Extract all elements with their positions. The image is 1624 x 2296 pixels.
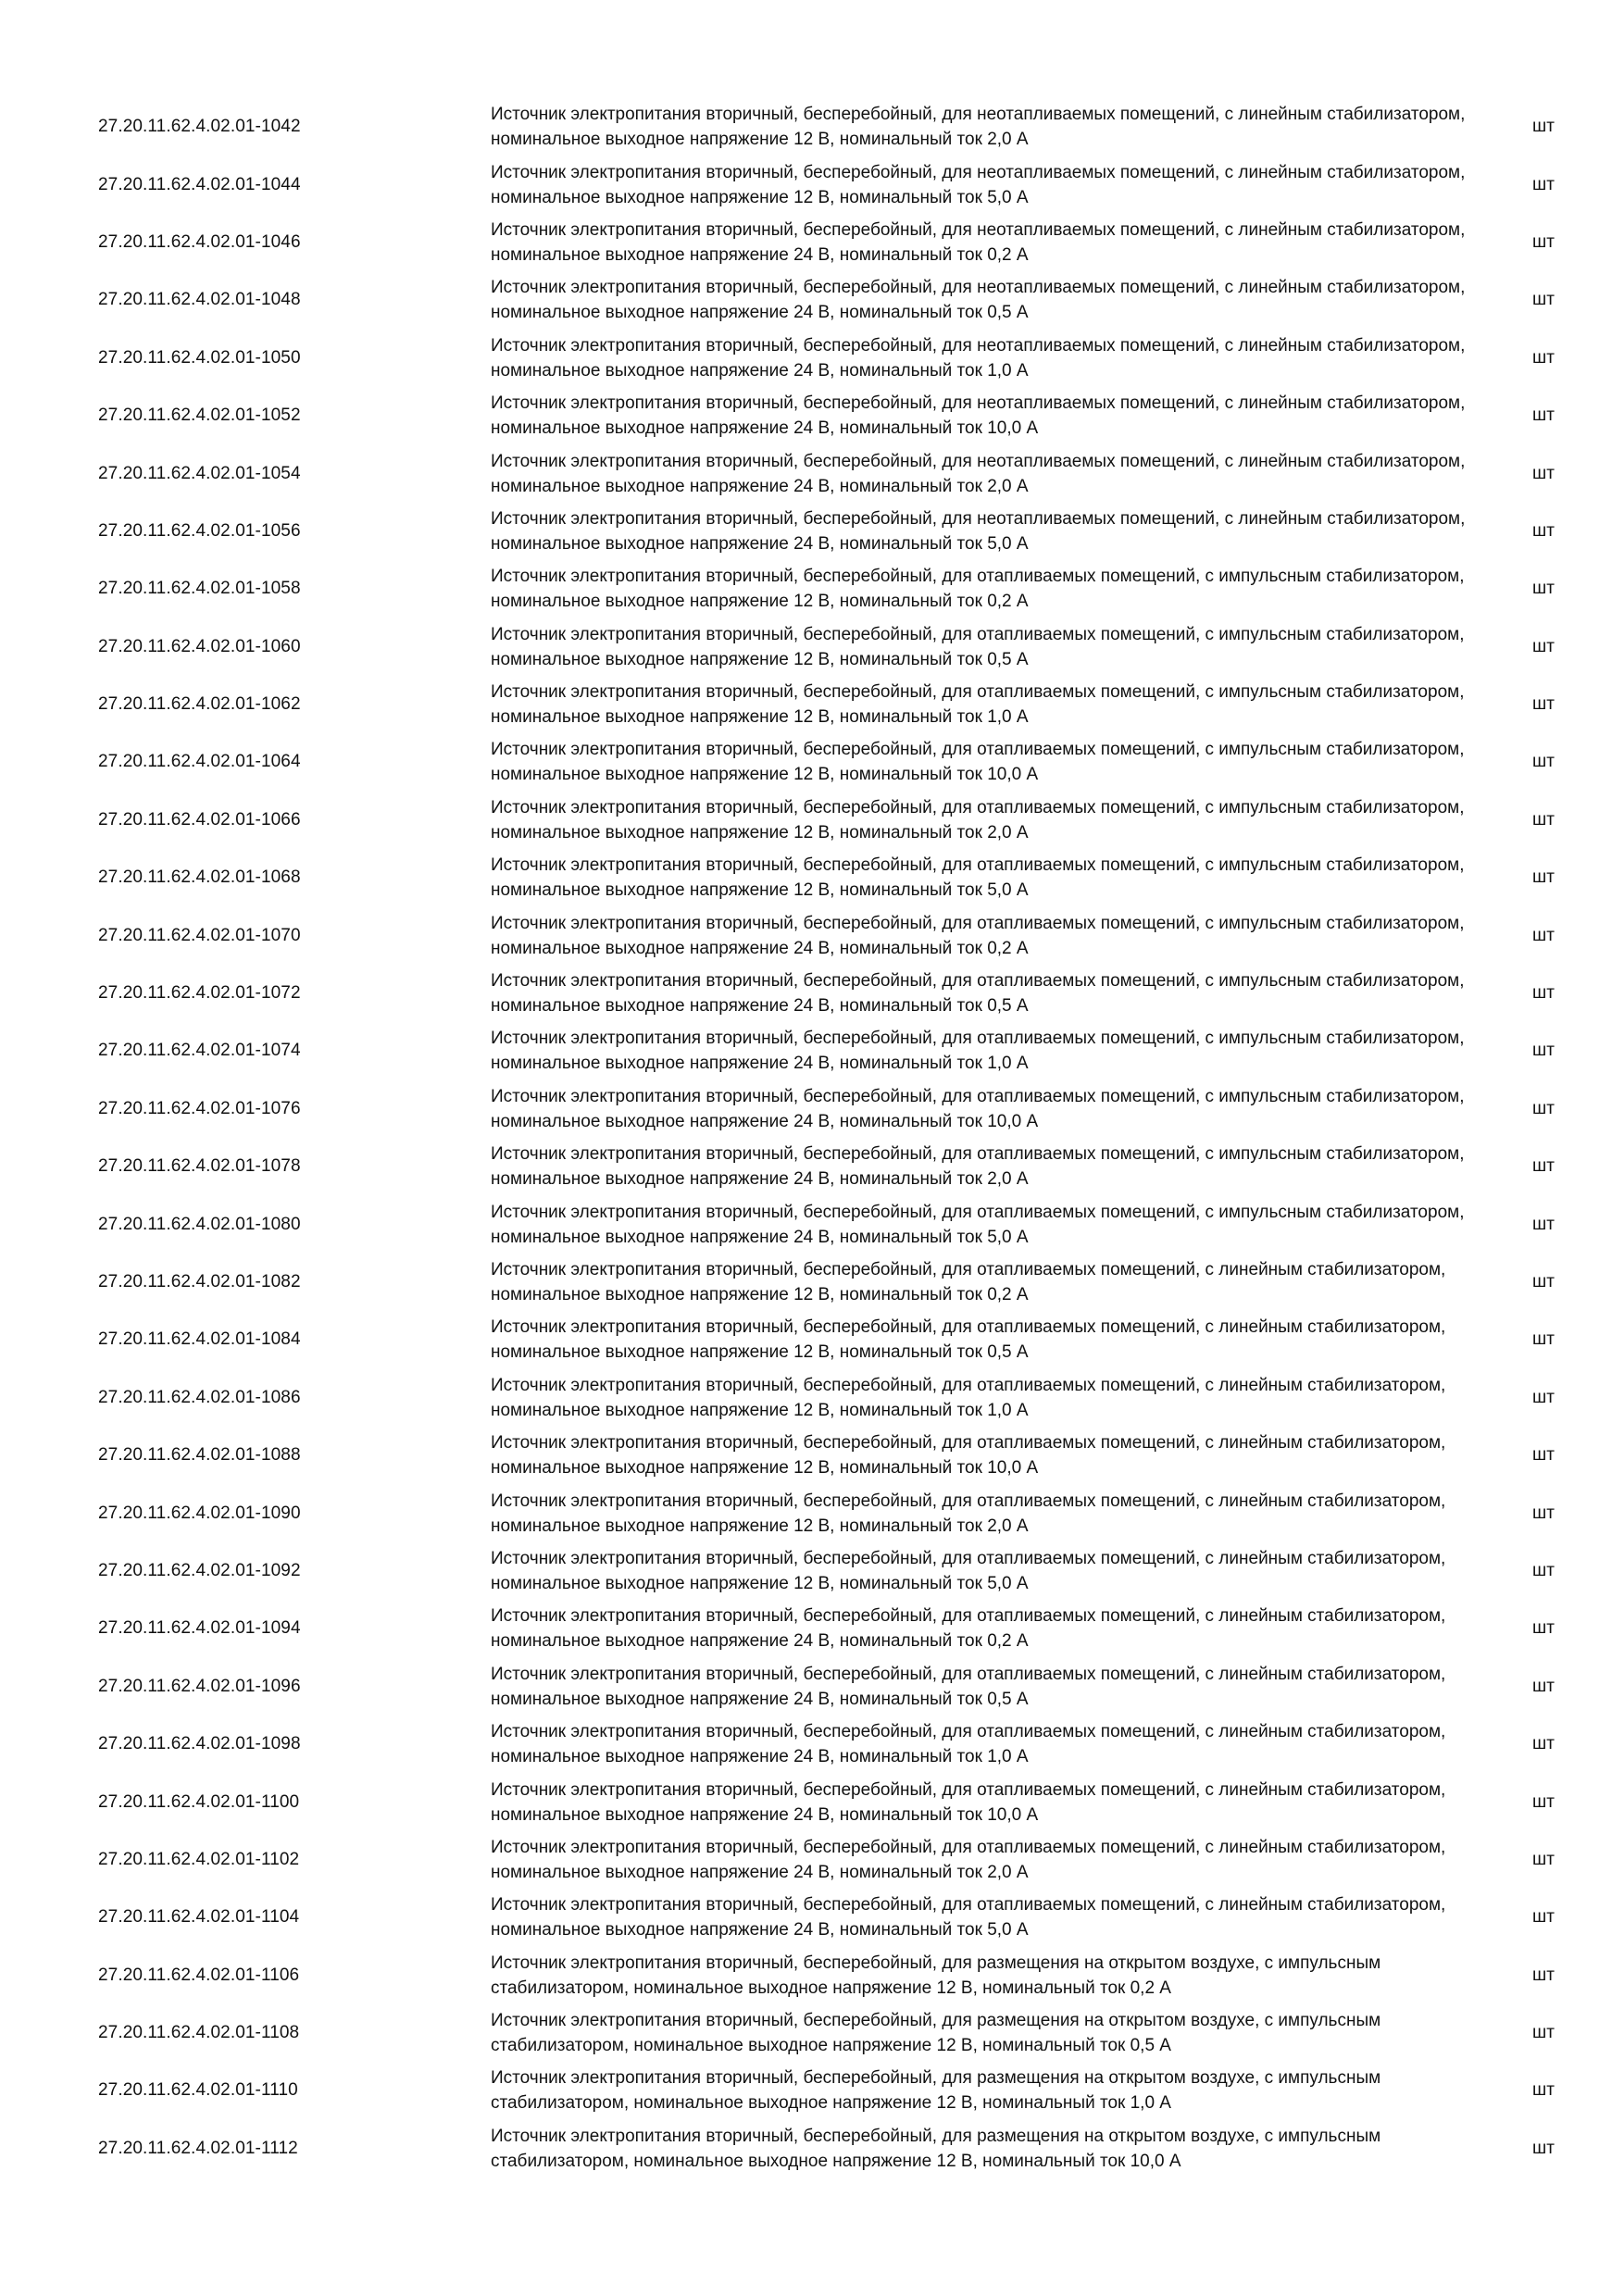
item-code: 27.20.11.62.4.02.01-1100 [98,1791,300,1812]
item-description: Источник электропитания вторичный, бесперебойный, для отапливаемых помещений, с импульсным стабилизатором, номинальное выходное напряжение 12 В, номинальный ток 2,0 А [491,797,1465,842]
item-unit: шт [1532,1734,1555,1754]
item-unit: шт [1532,867,1555,888]
item-code: 27.20.11.62.4.02.01-1070 [98,925,301,945]
item-unit: шт [1532,1445,1555,1466]
item-description: Источник электропитания вторичный, бесперебойный, для отапливаемых помещений, с линейным стабилизатором, номинальное выходное напряжение 24 В, номинальный ток 10,0 А [491,1779,1446,1825]
item-unit: шт [1532,347,1555,368]
item-description: Источник электропитания вторичный, бесперебойный, для неотапливаемых помещений, с линейным стабилизатором, номинальное выходное напряжение 24 В, номинальный ток 10,0 А [491,393,1466,439]
item-code: 27.20.11.62.4.02.01-1062 [98,694,301,715]
item-description: Источник электропитания вторичный, бесперебойный, для отапливаемых помещений, с линейным стабилизатором, номинальное выходное напряжение 12 В, номинальный ток 0,2 А [491,1260,1446,1304]
item-description: Источник электропитания вторичный, бесперебойный, для отапливаемых помещений, с импульсным стабилизатором, номинальное выходное напряжение 24 В, номинальный ток 10,0 А [491,1086,1465,1131]
resource-table [0,98,1624,2177]
item-code: 27.20.11.62.4.02.01-1102 [98,1849,300,1869]
item-unit: шт [1532,2023,1555,2043]
item-unit: шт [1532,1329,1555,1350]
item-unit: шт [1532,1272,1555,1292]
item-code: 27.20.11.62.4.02.01-1098 [98,1734,301,1754]
table-row [0,1022,1624,1079]
item-code: 27.20.11.62.4.02.01-1042 [98,117,301,137]
table-row [0,733,1624,791]
table-row [0,1311,1624,1368]
item-code: 27.20.11.62.4.02.01-1068 [98,867,301,888]
item-unit: шт [1532,406,1555,426]
item-description: Источник электропитания вторичный, бесперебойный, для отапливаемых помещений, с линейным стабилизатором, номинальное выходное напряжение 24 В, номинальный ток 5,0 А [491,1895,1446,1940]
item-code: 27.20.11.62.4.02.01-1088 [98,1445,301,1466]
table-row [0,1831,1624,1889]
item-code: 27.20.11.62.4.02.01-1048 [98,290,301,310]
table-row [0,1138,1624,1195]
item-code: 27.20.11.62.4.02.01-1050 [98,347,301,368]
item-unit: шт [1532,2080,1555,2101]
item-description: Источник электропитания вторичный, бесперебойный, для отапливаемых помещений, с линейным стабилизатором, номинальное выходное напряжение 12 В, номинальный ток 2,0 А [491,1491,1446,1536]
item-unit: шт [1532,2138,1555,2158]
item-code: 27.20.11.62.4.02.01-1086 [98,1387,301,1407]
table-row [0,965,1624,1022]
item-code: 27.20.11.62.4.02.01-1056 [98,520,301,541]
item-code: 27.20.11.62.4.02.01-1080 [98,1214,301,1234]
item-description: Источник электропитания вторичный, бесперебойный, для отапливаемых помещений, с импульсным стабилизатором, номинальное выходное напряжение 24 В, номинальный ток 0,2 А [491,913,1465,958]
item-description: Источник электропитания вторичный, бесперебойный, для неотапливаемых помещений, с линейным стабилизатором, номинальное выходное напряжение 24 В, номинальный ток 5,0 А [491,508,1466,554]
table-row [0,1080,1624,1138]
item-description: Источник электропитания вторичный, бесперебойный, для неотапливаемых помещений, с линейным стабилизатором, номинальное выходное напряжение 24 В, номинальный ток 1,0 А [491,335,1466,381]
table-row [0,2004,1624,2062]
item-unit: шт [1532,1156,1555,1177]
item-unit: шт [1532,1907,1555,1928]
item-description: Источник электропитания вторичный, бесперебойный, для размещения на открытом воздухе, с импульсным стабилизатором, номинальное выходное напряжение 12 В, номинальный ток 10,0 А [491,2126,1381,2171]
table-row [0,1716,1624,1773]
table-row [0,156,1624,213]
item-code: 27.20.11.62.4.02.01-1084 [98,1329,301,1350]
table-row [0,330,1624,387]
item-unit: шт [1532,117,1555,137]
table-row [0,1427,1624,1484]
table-row [0,387,1624,444]
item-unit: шт [1532,231,1555,252]
item-description: Источник электропитания вторичный, бесперебойный, для отапливаемых помещений, с импульсным стабилизатором, номинальное выходное напряжение 12 В, номинальный ток 5,0 А [491,855,1465,901]
item-unit: шт [1532,983,1555,1004]
table-row [0,1658,1624,1716]
table-row [0,849,1624,906]
item-description: Источник электропитания вторичный, бесперебойный, для неотапливаемых помещений, с линейным стабилизатором, номинальное выходное напряжение 12 В, номинальный ток 2,0 А [491,105,1466,150]
table-row [0,1369,1624,1427]
item-description: Источник электропитания вторичный, бесперебойный, для отапливаемых помещений, с импульсным стабилизатором, номинальное выходное напряжение 12 В, номинальный ток 0,2 А [491,567,1465,612]
item-unit: шт [1532,1965,1555,1985]
item-code: 27.20.11.62.4.02.01-1074 [98,1041,301,1061]
table-row [0,1195,1624,1253]
item-code: 27.20.11.62.4.02.01-1092 [98,1560,301,1580]
table-row [0,1947,1624,2004]
table-row [0,2062,1624,2119]
item-description: Источник электропитания вторичный, бесперебойный, для отапливаемых помещений, с импульсным стабилизатором, номинальное выходное напряжение 24 В, номинальный ток 0,5 А [491,971,1465,1017]
item-unit: шт [1532,1676,1555,1696]
item-description: Источник электропитания вторичный, бесперебойный, для отапливаемых помещений, с линейным стабилизатором, номинальное выходное напряжение 24 В, номинальный ток 2,0 А [491,1837,1446,1882]
item-code: 27.20.11.62.4.02.01-1078 [98,1156,301,1177]
item-code: 27.20.11.62.4.02.01-1112 [98,2138,298,2158]
table-row [0,1600,1624,1657]
item-code: 27.20.11.62.4.02.01-1060 [98,636,301,656]
item-description: Источник электропитания вторичный, бесперебойный, для отапливаемых помещений, с линейным стабилизатором, номинальное выходное напряжение 12 В, номинальный ток 5,0 А [491,1548,1446,1593]
item-code: 27.20.11.62.4.02.01-1108 [98,2023,300,2043]
table-row [0,98,1624,156]
table-row [0,676,1624,733]
item-description: Источник электропитания вторичный, бесперебойный, для неотапливаемых помещений, с линейным стабилизатором, номинальное выходное напряжение 24 В, номинальный ток 0,5 А [491,278,1466,323]
item-description: Источник электропитания вторичный, бесперебойный, для отапливаемых помещений, с линейным стабилизатором, номинальное выходное напряжение 12 В, номинальный ток 1,0 А [491,1375,1446,1420]
item-code: 27.20.11.62.4.02.01-1044 [98,174,301,194]
table-row [0,444,1624,502]
item-unit: шт [1532,636,1555,656]
item-unit: шт [1532,1041,1555,1061]
table-row [0,560,1624,618]
item-code: 27.20.11.62.4.02.01-1072 [98,983,301,1004]
item-code: 27.20.11.62.4.02.01-1094 [98,1618,301,1639]
item-description: Источник электропитания вторичный, бесперебойный, для отапливаемых помещений, с импульсным стабилизатором, номинальное выходное напряжение 24 В, номинальный ток 1,0 А [491,1029,1465,1074]
item-description: Источник электропитания вторичный, бесперебойный, для размещения на открытом воздухе, с импульсным стабилизатором, номинальное выходное напряжение 12 В, номинальный ток 0,5 А [491,2011,1381,2056]
item-description: Источник электропитания вторичный, бесперебойный, для неотапливаемых помещений, с линейным стабилизатором, номинальное выходное напряжение 12 В, номинальный ток 5,0 А [491,162,1466,207]
item-unit: шт [1532,925,1555,945]
table-row [0,503,1624,560]
item-unit: шт [1532,579,1555,599]
item-code: 27.20.11.62.4.02.01-1066 [98,809,301,830]
item-description: Источник электропитания вторичный, бесперебойный, для отапливаемых помещений, с импульсным стабилизатором, номинальное выходное напряжение 12 В, номинальный ток 1,0 А [491,682,1465,728]
table-row [0,1773,1624,1830]
item-description: Источник электропитания вторичный, бесперебойный, для отапливаемых помещений, с линейным стабилизатором, номинальное выходное напряжение 12 В, номинальный ток 0,5 А [491,1317,1446,1363]
item-description: Источник электропитания вторичный, бесперебойный, для отапливаемых помещений, с импульсным стабилизатором, номинальное выходное напряжение 12 В, номинальный ток 0,5 А [491,624,1465,669]
item-description: Источник электропитания вторичный, бесперебойный, для отапливаемых помещений, с импульсным стабилизатором, номинальное выходное напряжение 24 В, номинальный ток 2,0 А [491,1144,1465,1190]
item-unit: шт [1532,520,1555,541]
item-unit: шт [1532,752,1555,772]
item-unit: шт [1532,1503,1555,1523]
table-row [0,271,1624,329]
item-description: Источник электропитания вторичный, бесперебойный, для неотапливаемых помещений, с линейным стабилизатором, номинальное выходное напряжение 24 В, номинальный ток 2,0 А [491,451,1466,496]
item-unit: шт [1532,1214,1555,1234]
item-description: Источник электропитания вторичный, бесперебойный, для отапливаемых помещений, с линейным стабилизатором, номинальное выходное напряжение 24 В, номинальный ток 1,0 А [491,1722,1446,1767]
table-row [0,618,1624,676]
item-unit: шт [1532,1387,1555,1407]
item-code: 27.20.11.62.4.02.01-1104 [98,1907,300,1928]
table-row [0,1254,1624,1311]
item-code: 27.20.11.62.4.02.01-1106 [98,1965,300,1985]
item-code: 27.20.11.62.4.02.01-1058 [98,579,301,599]
item-unit: шт [1532,1098,1555,1118]
table-row [0,1542,1624,1600]
item-code: 27.20.11.62.4.02.01-1076 [98,1098,301,1118]
item-unit: шт [1532,1791,1555,1812]
item-unit: шт [1532,809,1555,830]
item-description: Источник электропитания вторичный, бесперебойный, для отапливаемых помещений, с линейным стабилизатором, номинальное выходное напряжение 24 В, номинальный ток 0,5 А [491,1664,1446,1709]
item-code: 27.20.11.62.4.02.01-1110 [98,2080,298,2101]
item-description: Источник электропитания вторичный, бесперебойный, для размещения на открытом воздухе, с импульсным стабилизатором, номинальное выходное напряжение 12 В, номинальный ток 1,0 А [491,2068,1381,2114]
table-row [0,1484,1624,1541]
item-description: Источник электропитания вторичный, бесперебойный, для отапливаемых помещений, с импульсным стабилизатором, номинальное выходное напряжение 12 В, номинальный ток 10,0 А [491,740,1465,785]
item-description: Источник электропитания вторичный, бесперебойный, для отапливаемых помещений, с линейным стабилизатором, номинальное выходное напряжение 24 В, номинальный ток 0,2 А [491,1606,1446,1652]
item-description: Источник электропитания вторичный, бесперебойный, для отапливаемых помещений, с линейным стабилизатором, номинальное выходное напряжение 12 В, номинальный ток 10,0 А [491,1433,1446,1479]
item-description: Источник электропитания вторичный, бесперебойный, для отапливаемых помещений, с импульсным стабилизатором, номинальное выходное напряжение 24 В, номинальный ток 5,0 А [491,1202,1465,1247]
table-row [0,1889,1624,1946]
item-code: 27.20.11.62.4.02.01-1046 [98,231,301,252]
table-row [0,906,1624,964]
item-code: 27.20.11.62.4.02.01-1090 [98,1503,301,1523]
item-code: 27.20.11.62.4.02.01-1054 [98,463,301,483]
table-row [0,214,1624,271]
item-code: 27.20.11.62.4.02.01-1096 [98,1676,301,1696]
item-unit: шт [1532,1849,1555,1869]
item-unit: шт [1532,290,1555,310]
item-code: 27.20.11.62.4.02.01-1082 [98,1272,301,1292]
table-row [0,2120,1624,2177]
item-code: 27.20.11.62.4.02.01-1052 [98,406,301,426]
item-unit: шт [1532,1618,1555,1639]
item-unit: шт [1532,1560,1555,1580]
item-description: Источник электропитания вторичный, бесперебойный, для размещения на открытом воздухе, с импульсным стабилизатором, номинальное выходное напряжение 12 В, номинальный ток 0,2 А [491,1953,1381,1998]
item-unit: шт [1532,174,1555,194]
item-unit: шт [1532,463,1555,483]
item-code: 27.20.11.62.4.02.01-1064 [98,752,301,772]
item-description: Источник электропитания вторичный, бесперебойный, для неотапливаемых помещений, с линейным стабилизатором, номинальное выходное напряжение 24 В, номинальный ток 0,2 А [491,219,1466,265]
table-row [0,792,1624,849]
item-unit: шт [1532,694,1555,715]
